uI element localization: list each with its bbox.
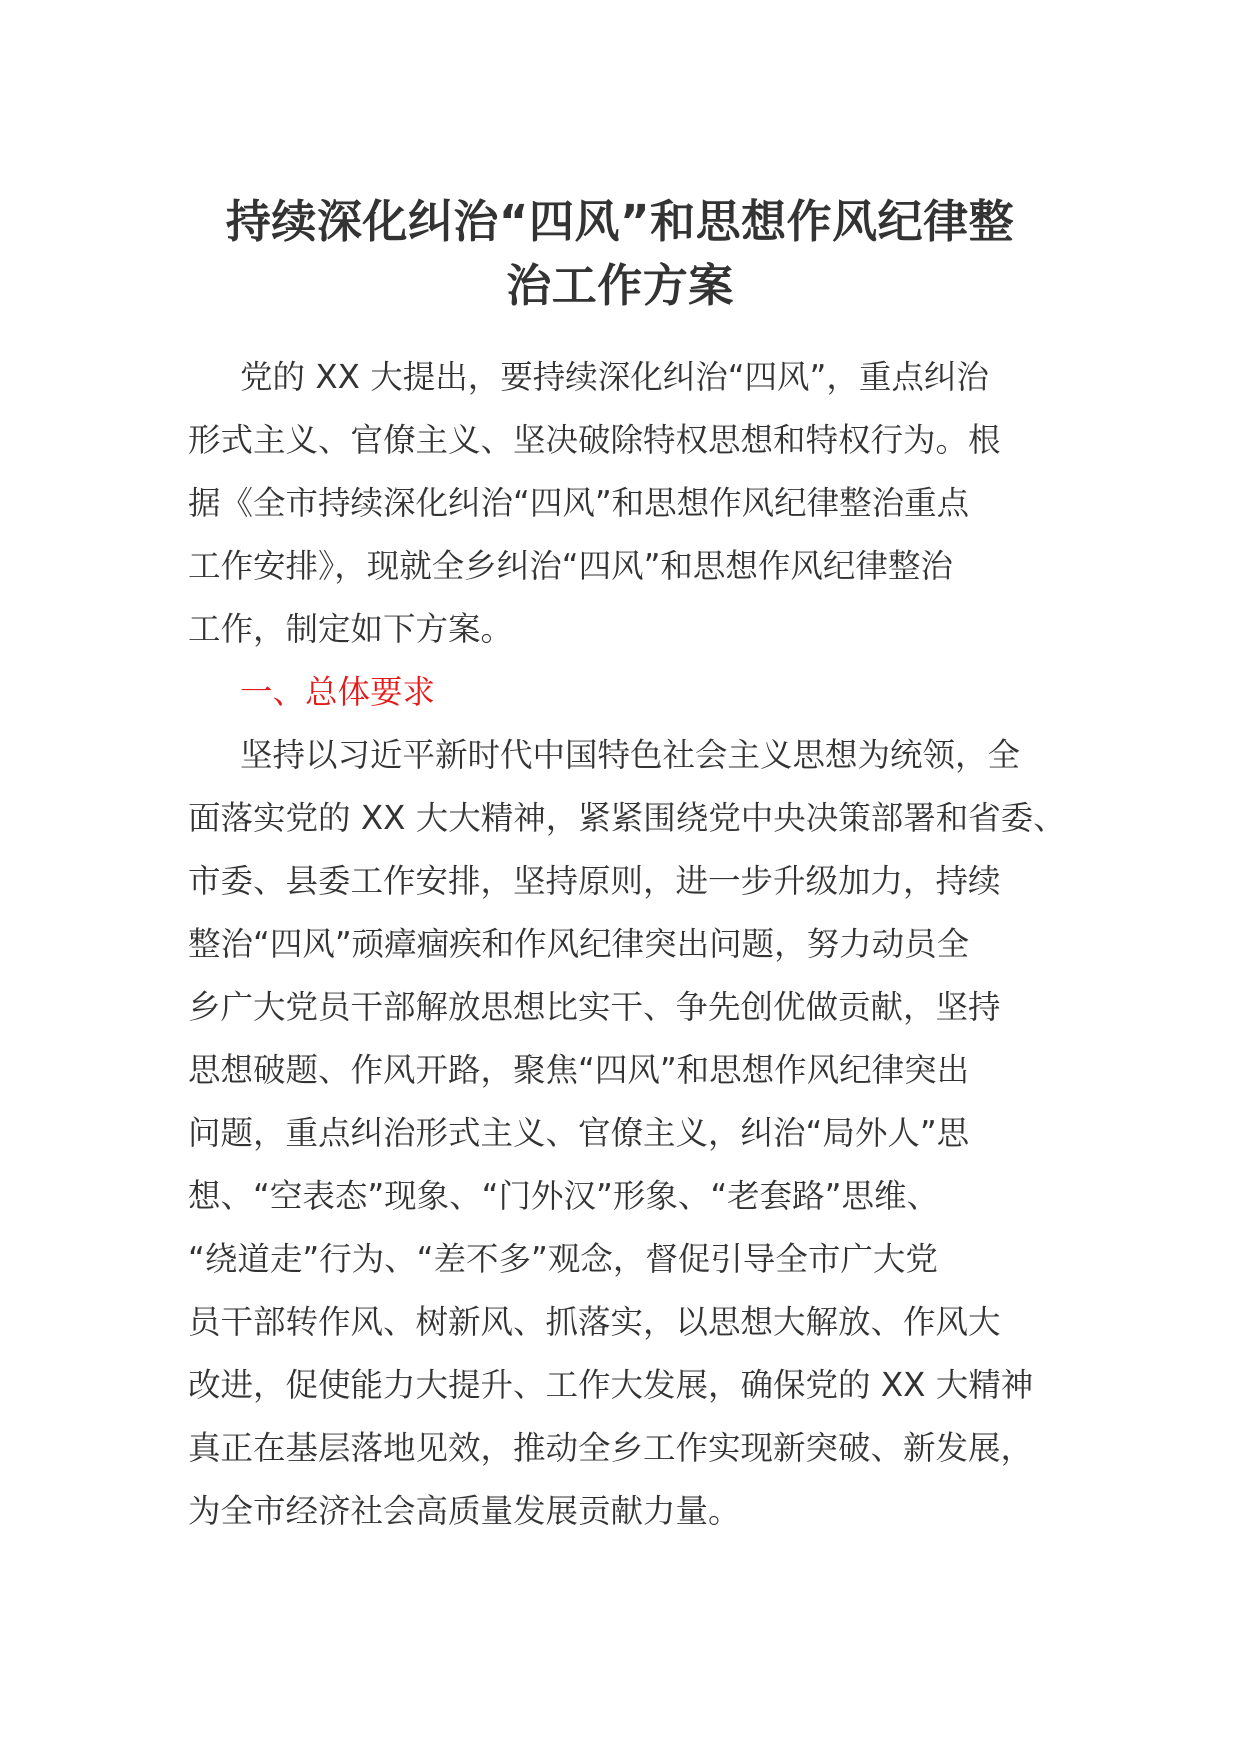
intro-line-4: 工作安排》，现就全乡纠治“四风”和思想作风纪律整治 [188, 547, 953, 585]
intro-line-5: 工作，制定如下方案。 [188, 610, 514, 648]
section-line-8: 想、“空表态”现象、“门外汉”形象、“老套路”思维、 [188, 1177, 940, 1215]
title-line-1: 持续深化纠治“四风”和思想作风纪律整 [225, 195, 1015, 248]
section-heading: 一、总体要求 [240, 673, 436, 711]
section-line-10: 员干部转作风、树新风、抓落实，以思想大解放、作风大 [188, 1303, 1001, 1341]
section-line-9: “绕道走”行为、“差不多”观念，督促引导全市广大党 [188, 1240, 938, 1278]
section-line-2: 面落实党的 XX 大大精神，紧紧围绕党中央决策部署和省委、 [188, 799, 1066, 837]
intro-line-2: 形式主义、官僚主义、坚决破除特权思想和特权行为。根 [188, 421, 1001, 459]
section-line-12: 真正在基层落地见效，推动全乡工作实现新突破、新发展， [188, 1429, 1034, 1467]
intro-line-3: 据《全市持续深化纠治“四风”和思想作风纪律整治重点 [188, 484, 970, 522]
section-line-11: 改进，促使能力大提升、工作大发展，确保党的 XX 大精神 [188, 1366, 1034, 1404]
section-line-1: 坚持以习近平新时代中国特色社会主义思想为统领，全 [240, 736, 1021, 774]
section-line-4: 整治“四风”顽瘴痼疾和作风纪律突出问题，努力动员全 [188, 925, 970, 963]
section-line-13: 为全市经济社会高质量发展贡献力量。 [188, 1492, 741, 1530]
section-line-7: 问题，重点纠治形式主义、官僚主义，纠治“局外人”思 [188, 1114, 970, 1152]
section-line-3: 市委、县委工作安排，坚持原则，进一步升级加力，持续 [188, 862, 1001, 900]
document-title [170, 190, 1070, 318]
section-line-5: 乡广大党员干部解放思想比实干、争先创优做贡献，坚持 [188, 988, 1001, 1026]
section-line-6: 思想破题、作风开路，聚焦“四风”和思想作风纪律突出 [188, 1051, 970, 1089]
intro-line-1: 党的 XX 大提出，要持续深化纠治“四风”，重点纠治 [240, 358, 989, 396]
title-line-2: 治工作方案 [506, 259, 734, 312]
